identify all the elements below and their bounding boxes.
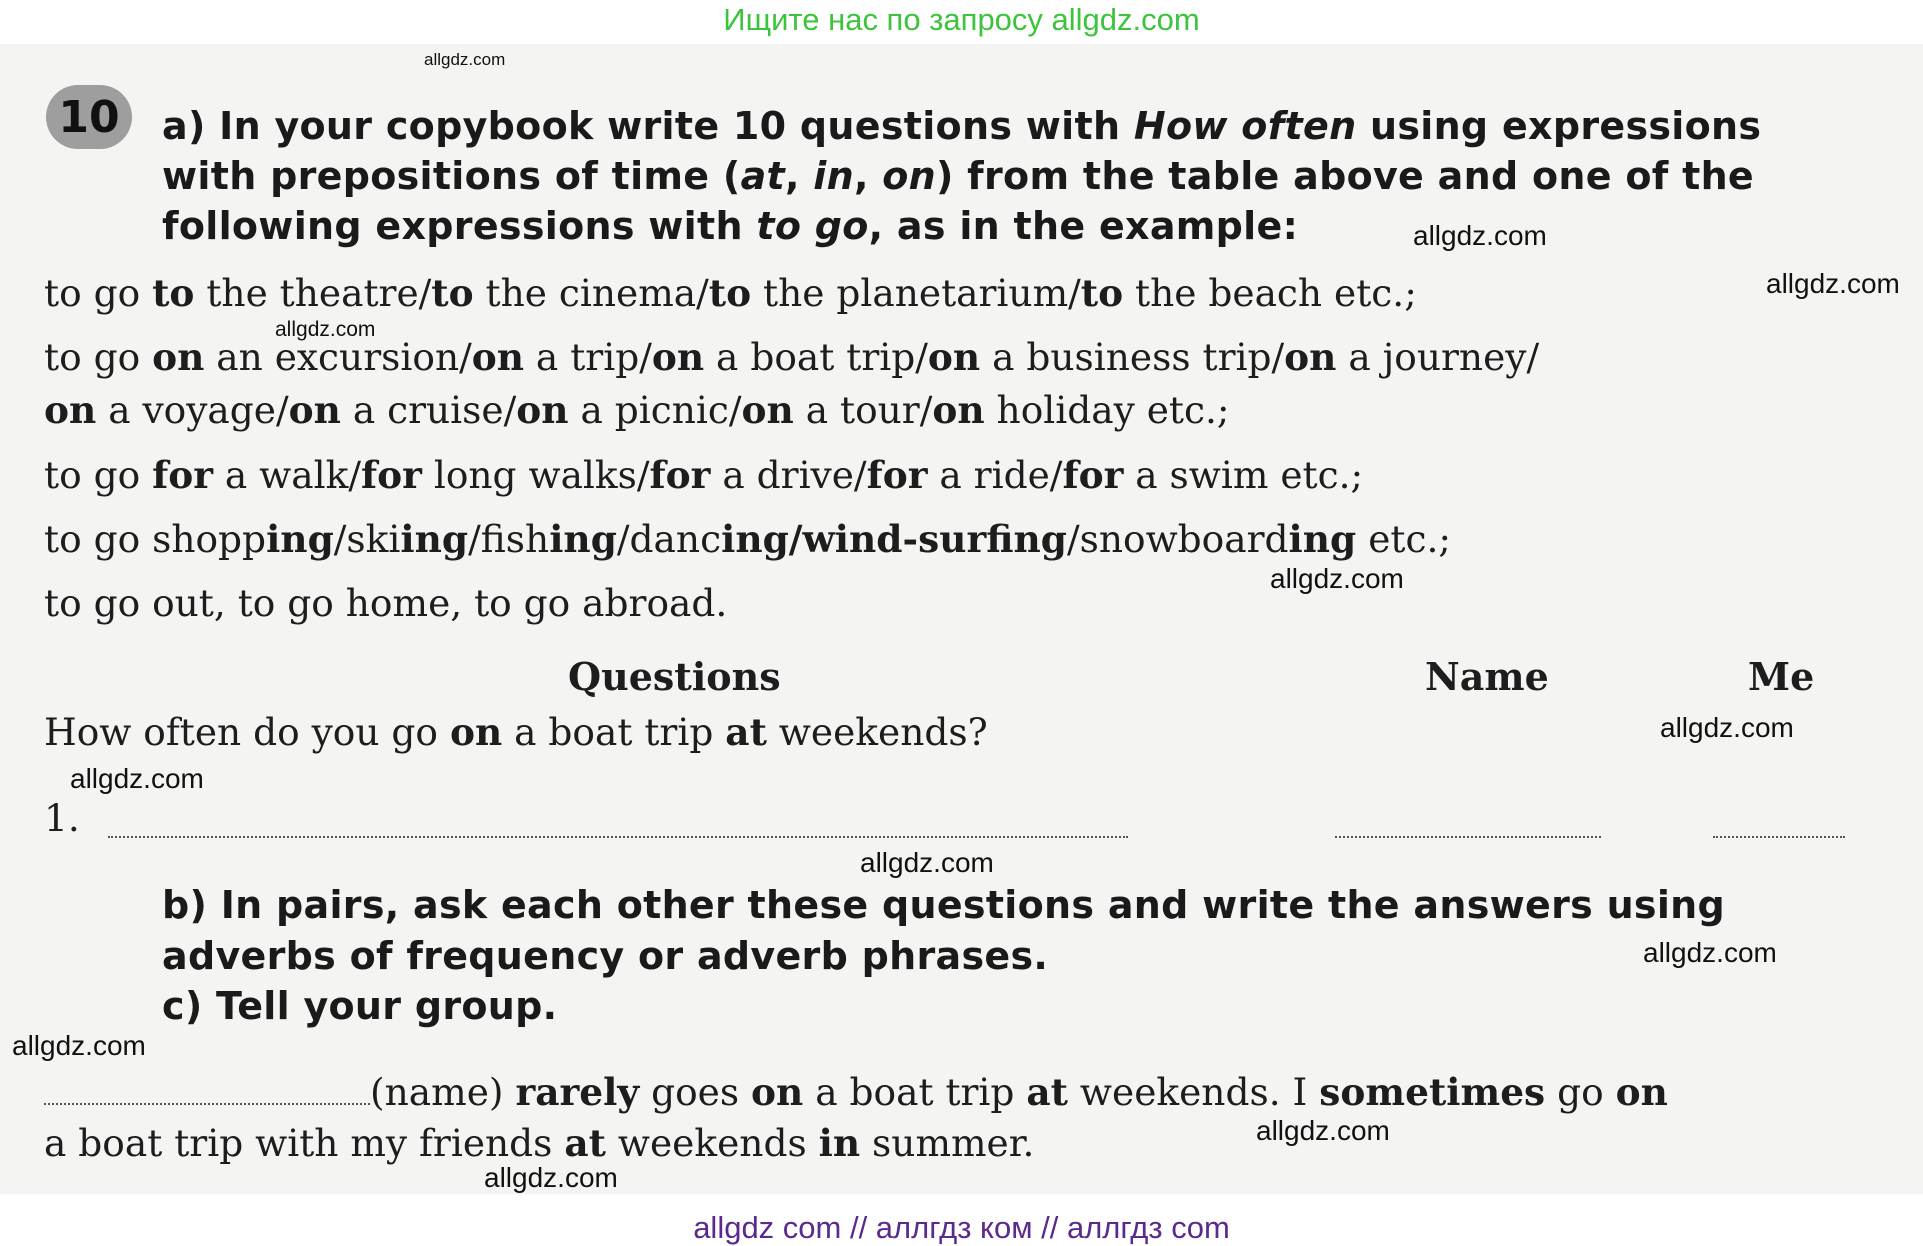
instruction-line-1: a) In your copybook write 10 questions with How often using expressions bbox=[162, 104, 1762, 148]
column-header-name: Name bbox=[1425, 654, 1549, 699]
watermark: allgdz.com bbox=[484, 1162, 618, 1193]
expressions-ing: to go shopping/skiing/fishing/dancing/wind-surfing/snowboarding etc.; bbox=[44, 517, 1452, 561]
watermark: allgdz.com bbox=[424, 50, 506, 69]
column-header-questions: Questions bbox=[568, 654, 781, 699]
instruction-line-2: with prepositions of time (at, in, on) from the table above and one of the bbox=[162, 154, 1755, 198]
bottom-banner: allgdz com // аллгдз ком // аллгдз com bbox=[693, 1210, 1230, 1245]
instruction-line-3: following expressions with to go, as in the example: bbox=[162, 204, 1299, 248]
watermark: allgdz.com bbox=[12, 1030, 146, 1061]
part-b-line-1: b) In pairs, ask each other these questions and write the answers using bbox=[162, 883, 1726, 927]
question-blank bbox=[108, 836, 1128, 838]
watermark: allgdz.com bbox=[1270, 563, 1404, 594]
watermark: allgdz.com bbox=[70, 763, 204, 794]
answer-name-blank bbox=[44, 1103, 370, 1105]
answer-example-line-1: (name) rarely goes on a boat trip at weekends. I sometimes go on bbox=[370, 1070, 1668, 1114]
me-blank bbox=[1713, 836, 1845, 838]
answer-example-line-2: a boat trip with my friends at weekends in summer. bbox=[44, 1121, 1035, 1165]
row-number: 1. bbox=[44, 796, 80, 840]
watermark: allgdz.com bbox=[860, 847, 994, 878]
watermark: allgdz.com bbox=[1766, 268, 1900, 299]
example-question: How often do you go on a boat trip at weekends? bbox=[44, 710, 988, 754]
watermark: allgdz.com bbox=[1413, 220, 1547, 251]
watermark: allgdz.com bbox=[275, 318, 376, 341]
watermark: allgdz.com bbox=[1256, 1115, 1390, 1146]
part-c: c) Tell your group. bbox=[162, 984, 558, 1028]
column-header-me: Me bbox=[1748, 654, 1815, 699]
expressions-to: to go to the theatre/to the cinema/to the planetarium/to the beach etc.; bbox=[44, 271, 1417, 315]
expressions-for: to go for a walk/for long walks/for a drive/for a ride/for a swim etc.; bbox=[44, 453, 1364, 497]
expressions-other: to go out, to go home, to go abroad. bbox=[44, 581, 728, 625]
top-banner: Ищите нас по запросу allgdz.com bbox=[723, 2, 1200, 37]
expressions-on-1: to go on an excursion/on a trip/on a boat trip/on a business trip/on a journey/ bbox=[44, 335, 1540, 379]
exercise-number-badge: 10 bbox=[46, 85, 132, 149]
watermark: allgdz.com bbox=[1643, 937, 1777, 968]
name-blank bbox=[1335, 836, 1601, 838]
expressions-on-2: on a voyage/on a cruise/on a picnic/on a tour/on holiday etc.; bbox=[44, 388, 1230, 432]
part-b-line-2: adverbs of frequency or adverb phrases. bbox=[162, 934, 1049, 978]
watermark: allgdz.com bbox=[1660, 712, 1794, 743]
